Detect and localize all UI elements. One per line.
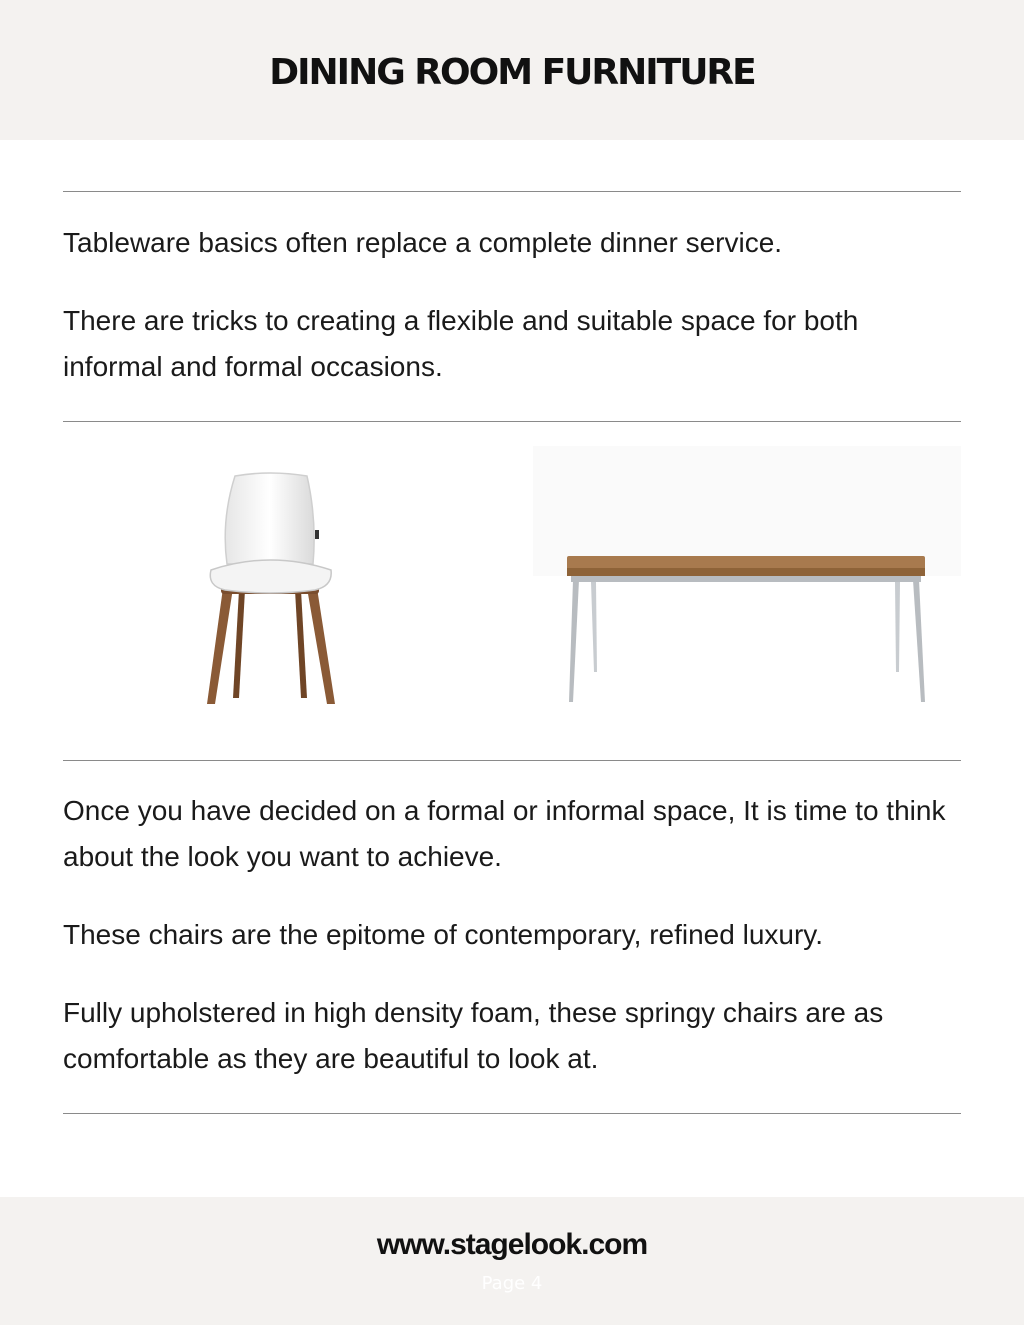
furniture-images [63,440,961,720]
dining-table-image [533,446,961,714]
website-link[interactable]: www.stagelook.com [376,1228,648,1261]
body-paragraph-2: These chairs are the epitome of contemporary, refined luxury. [63,919,823,950]
body-paragraph-1: Once you have decided on a formal or informal space, It is time to think about the look you want to achieve. [63,795,946,872]
divider-images-end [63,760,961,761]
divider-top [63,191,961,192]
divider-intro-end [63,421,961,422]
intro-paragraph-1: Tableware basics often replace a complete dinner service. [63,227,783,258]
divider-bottom [63,1113,961,1114]
header-band [0,0,1024,140]
body-paragraph-3: Fully upholstered in high density foam, these springy chairs are as comfortable as they are beautiful to look at. [63,997,884,1074]
dining-chair-image [195,470,345,710]
footer-band [0,1197,1024,1325]
page-number: Page 4 [481,1273,543,1294]
page-title: DINING ROOM FURNITURE [269,52,755,93]
intro-paragraph-2: There are tricks to creating a flexible and suitable space for both informal and formal occasions. [63,305,859,382]
